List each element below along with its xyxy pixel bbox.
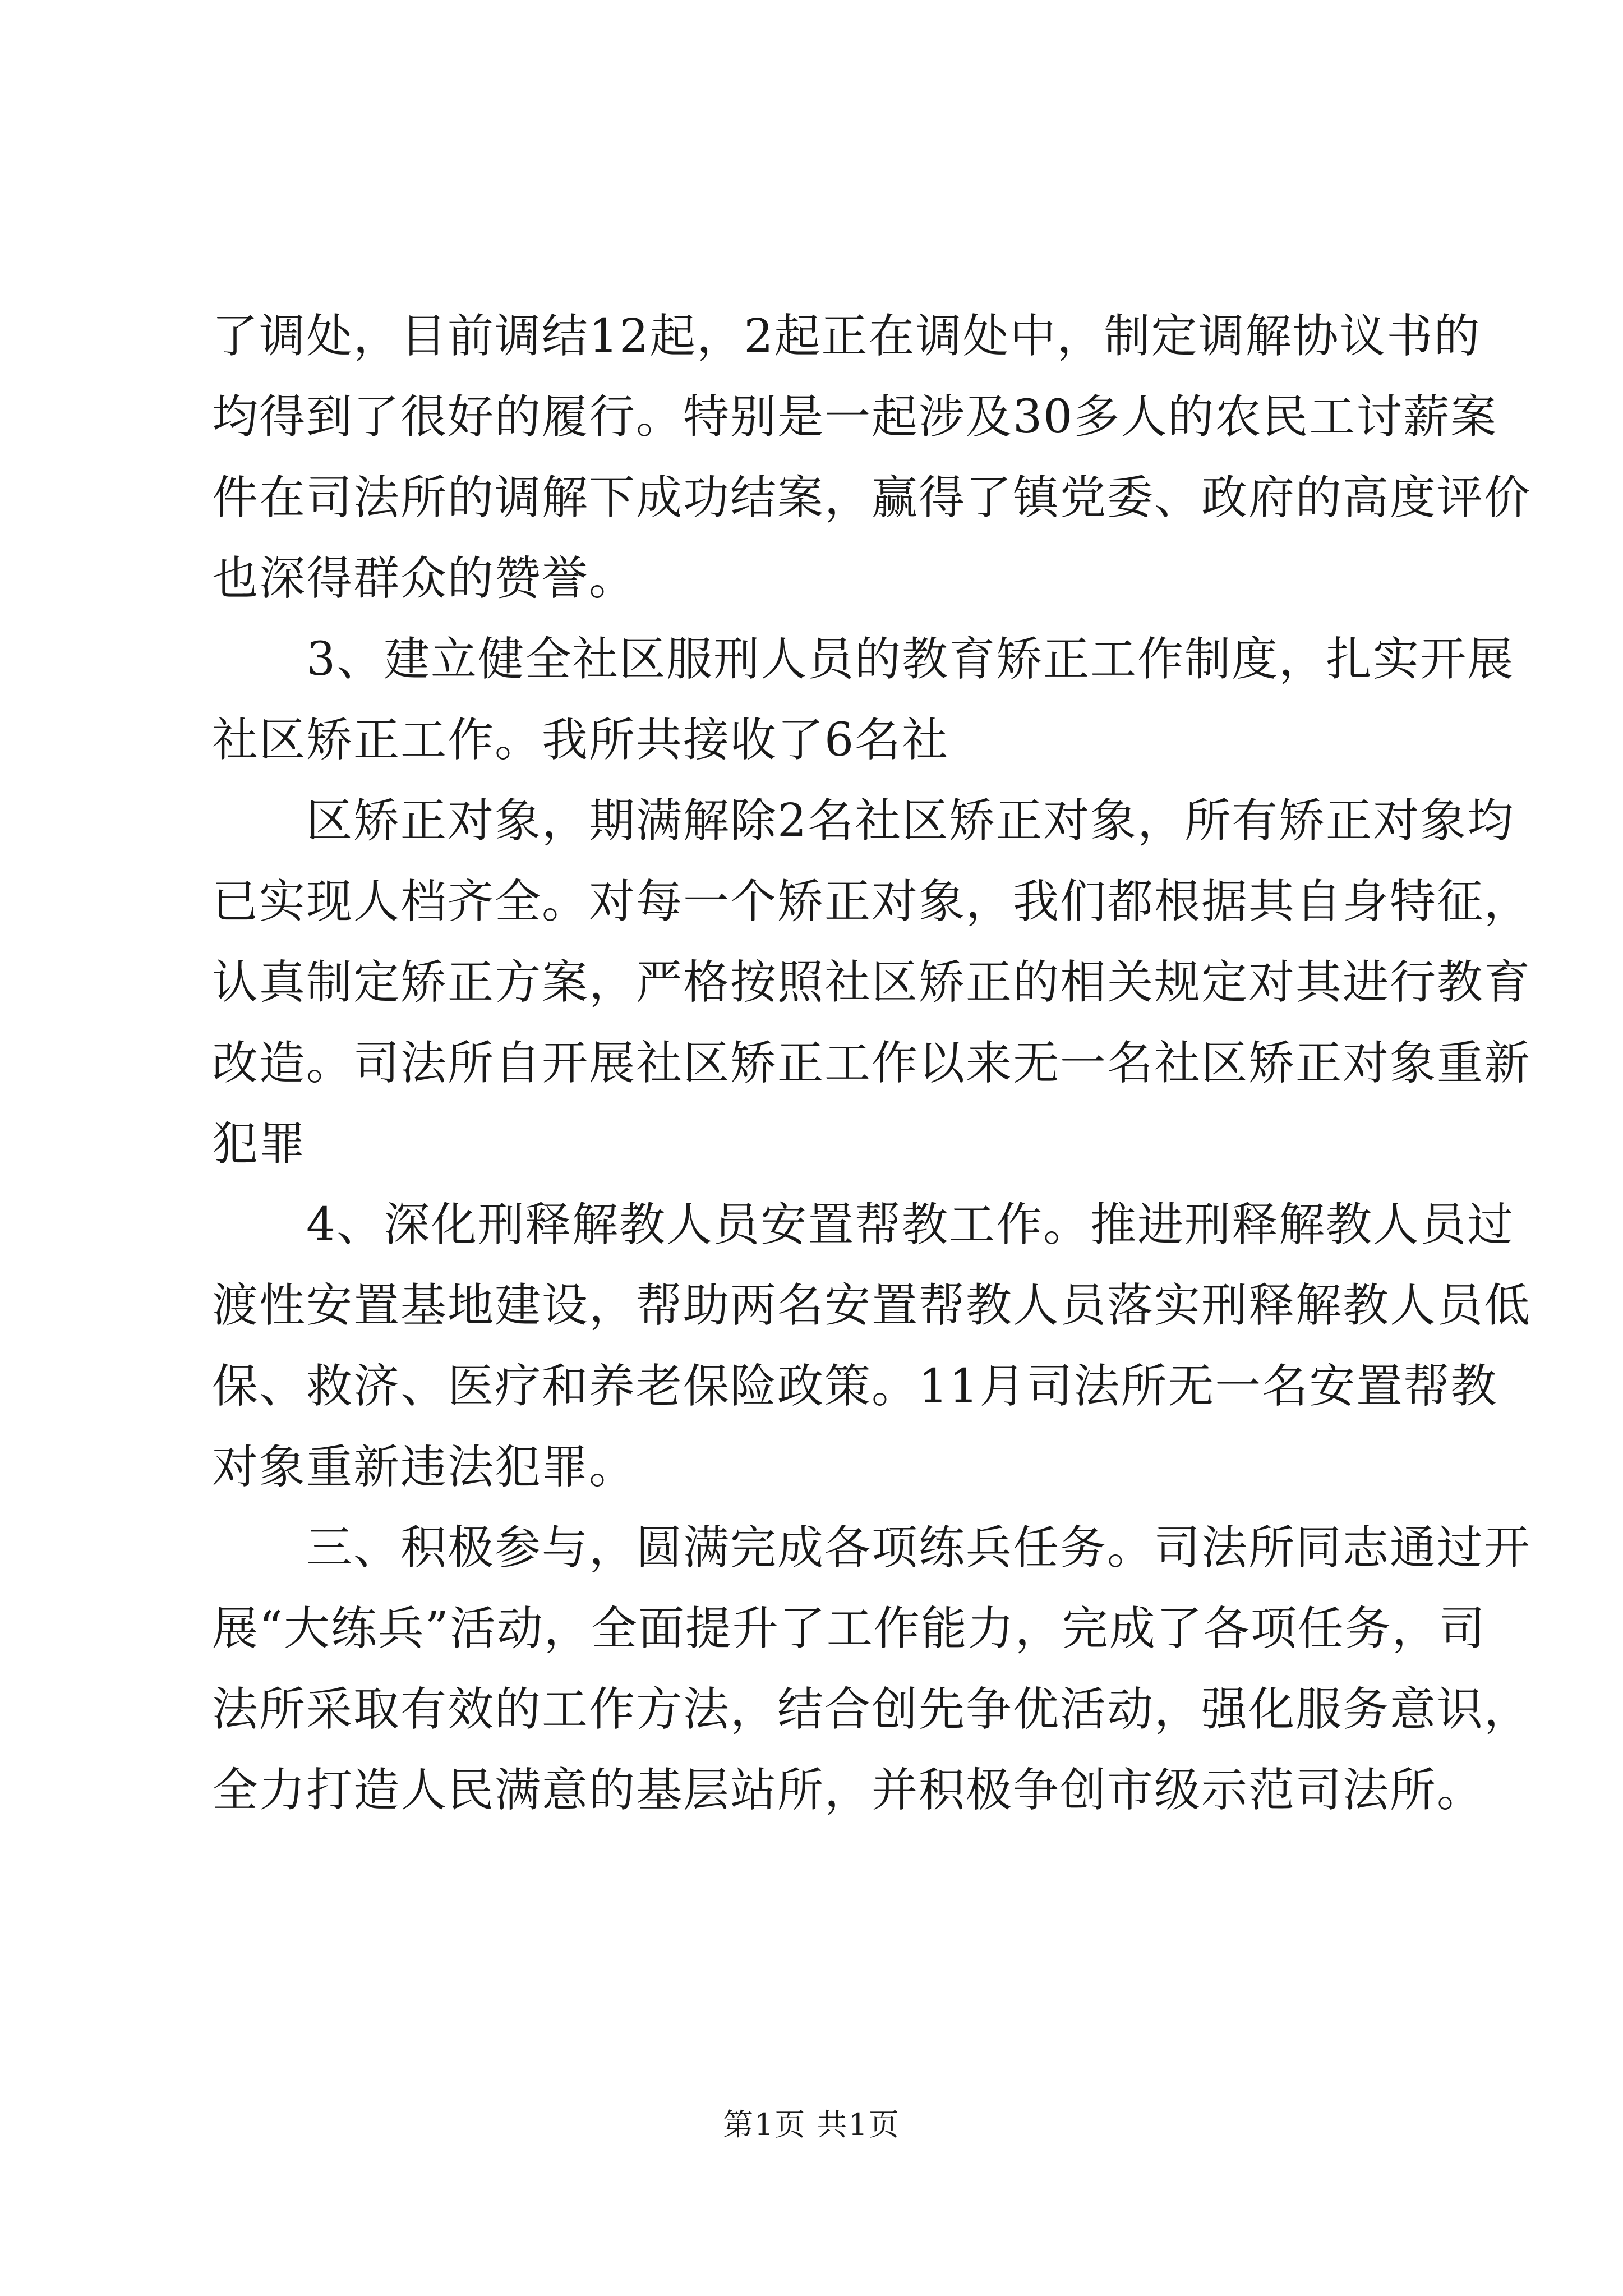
paragraph-3	[212, 781, 1532, 1185]
text-line: 展“大练兵”活动，全面提升了工作能力，完成了各项任务，司	[212, 1602, 1486, 1655]
text-line: 件在司法所的调解下成功结案，赢得了镇党委、政府的高度评价	[212, 471, 1532, 524]
text-line: 认真制定矫正方案，严格按照社区矫正的相关规定对其进行教育	[212, 956, 1532, 1009]
text-line: 全力打造人民满意的基层站所，并积极争创市级示范司法所。	[212, 1764, 1484, 1817]
document-body	[212, 296, 1532, 1831]
text-line: 三、积极参与，圆满完成各项练兵任务。司法所同志通过开	[306, 1521, 1532, 1575]
page-number-label: 第1页 共1页	[723, 2107, 900, 2142]
text-line: 改造。司法所自开展社区矫正工作以来无一名社区矫正对象重新	[212, 1037, 1532, 1090]
text-line: 犯罪	[212, 1117, 307, 1171]
text-line: 也深得群众的赞誉。	[212, 552, 637, 605]
text-line: 对象重新违法犯罪。	[212, 1441, 637, 1494]
text-line: 4、深化刑释解教人员安置帮教工作。推进刑释解教人员过	[306, 1198, 1515, 1251]
text-line: 区矫正对象，期满解除2名社区矫正对象，所有矫正对象均	[306, 794, 1515, 848]
text-line: 已实现人档齐全。对每一个矫正对象，我们都根据其自身特征，	[212, 875, 1532, 928]
paragraph-1	[212, 296, 1532, 619]
text-line: 了调处，目前调结12起，2起正在调处中，制定调解协议书的	[212, 310, 1481, 363]
page-footer	[0, 2101, 1623, 2144]
text-line: 法所采取有效的工作方法，结合创先争优活动，强化服务意识，	[212, 1683, 1532, 1736]
text-line: 保、救济、医疗和养老保险政策。11月司法所无一名安置帮教	[212, 1360, 1498, 1413]
text-line: 渡性安置基地建设，帮助两名安置帮教人员落实刑释解教人员低	[212, 1279, 1532, 1332]
paragraph-4	[212, 1185, 1532, 1508]
text-line: 均得到了很好的履行。特别是一起涉及30多人的农民工讨薪案	[212, 390, 1498, 444]
paragraph-2	[212, 619, 1515, 781]
text-line: 社区矫正工作。我所共接收了6名社	[212, 714, 949, 767]
text-line: 3、建立健全社区服刑人员的教育矫正工作制度，扎实开展	[306, 633, 1515, 686]
paragraph-5	[212, 1508, 1532, 1831]
